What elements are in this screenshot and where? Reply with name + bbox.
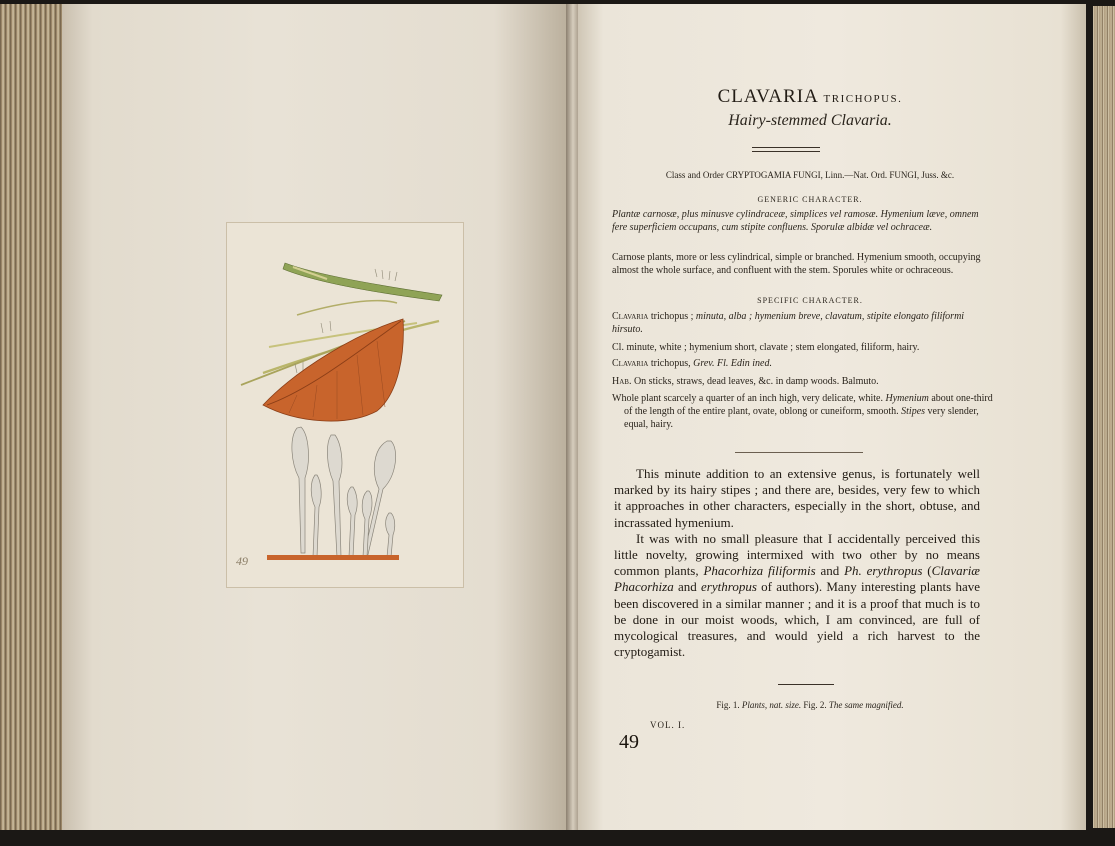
body-p2-g: and [673,579,702,595]
specific-epithet: trichopus ; [648,311,696,322]
genus-name: CLAVARIA [717,86,818,107]
whole-plant-description [612,392,994,431]
body-p2-c: and [815,563,845,579]
specific-genus: Clavaria [612,311,649,322]
specific-latin-text: minuta, alba ; hymenium breve, clavatum, stipite elongato filiformi hirsuto. [612,311,965,335]
synonym-line [612,357,982,370]
figure-caption [600,700,1020,710]
volume-label: VOL. I. [650,720,686,730]
fig2-label: Fig. 2. [801,700,829,710]
synonym-genus: Clavaria [612,358,649,369]
synonym-reference: Grev. Fl. Edin ined. [693,358,772,369]
body-p2-clavariae: Clavariæ Phacorhiza [614,563,980,595]
whole-plant-hymenium: Hymenium [885,393,929,404]
species-name: TRICHOPUS. [823,93,903,105]
whole-plant-text-a: Whole plant scarcely a quarter of an inch high, very delicate, white. [612,393,886,404]
habitat-text: On sticks, straws, dead leaves, &c. in damp woods. Balmuto. [631,376,879,387]
body-p2-a: It was with no small pleasure that I accidentally perceived this little novelty, growing intermixed with two other by no means common plants, [614,530,980,579]
title-rule-top [752,147,820,148]
fig1-text: Plants, nat. size. [741,700,802,710]
body-paragraph-2 [614,531,980,661]
page-number: 49 [619,731,639,753]
specific-heading: SPECIFIC CHARACTER. [757,296,863,305]
body-p2-phacorhiza: Phacorhiza filiformis [703,563,816,579]
habitat-label: Hab. [612,376,632,387]
botanical-plate [226,222,464,588]
page-title [600,86,1020,108]
body-p2-erythropus: Ph. erythropus [844,563,923,579]
fig1-label: Fig. 1. [716,700,742,710]
section-rule [735,452,863,453]
plate-number: 49 [236,554,248,568]
classification-line: Class and Order CRYPTOGAMIA FUNGI, Linn.—Nat. Ord. FUNGI, Juss. &c. [665,170,955,180]
body-p2-erythropus-2: erythropus [701,579,757,595]
common-name: Hairy-stemmed Clavaria. [728,112,892,129]
synonym-epithet: trichopus, [648,358,694,369]
clavaria-illustration [227,223,463,587]
generic-english: Carnose plants, more or less cylindrical, simple or branched. Hymenium smooth, occupying almost the whole surface, and confluent with the stem. Sporules white or ochraceous. [612,252,981,276]
body-p2-i: of authors). Many interesting plants have been discovered in a similar manner ; and it is a proof that much is to be done in our moist woods, which, I am convinced, are full of mycological treasures, and would yield a rich harvest to the cryptogamist. [614,579,980,660]
generic-latin: Plantæ carnosæ, plus minusve cylindraceæ, simplices vel ramosæ. Hymenium læve, omnem fere superficiem occupans, cum stipite confluens. Sporulæ albidæ vel ochraceæ. [612,209,979,233]
figure-rule [778,684,834,685]
fig2-text: The same magnified. [828,700,904,710]
right-page-edges [1093,6,1115,828]
specific-latin [612,310,982,336]
whole-plant-text-b: about one-third of the length of the entire plant, ovate, oblong or cuneiform, smooth. [624,393,993,417]
specific-english: Cl. minute, white ; hymenium short, clavate ; stem elongated, filiform, hairy. [612,342,920,353]
body-p2-e: ( [922,563,932,579]
whole-plant-text-c: very slender, equal, hairy. [624,406,979,430]
whole-plant-stipes: Stipes [901,406,926,417]
habitat-line [612,375,982,388]
title-rule-bottom [752,151,820,152]
generic-heading: GENERIC CHARACTER. [757,195,863,204]
body-paragraph-1: This minute addition to an extensive genus, is fortunately well marked by its hairy stipes ; and there are, besides, very few to which it approaches in other characters, especially in the short, obtuse, and incrassated hymenium. [614,466,980,530]
body-text [614,466,980,660]
